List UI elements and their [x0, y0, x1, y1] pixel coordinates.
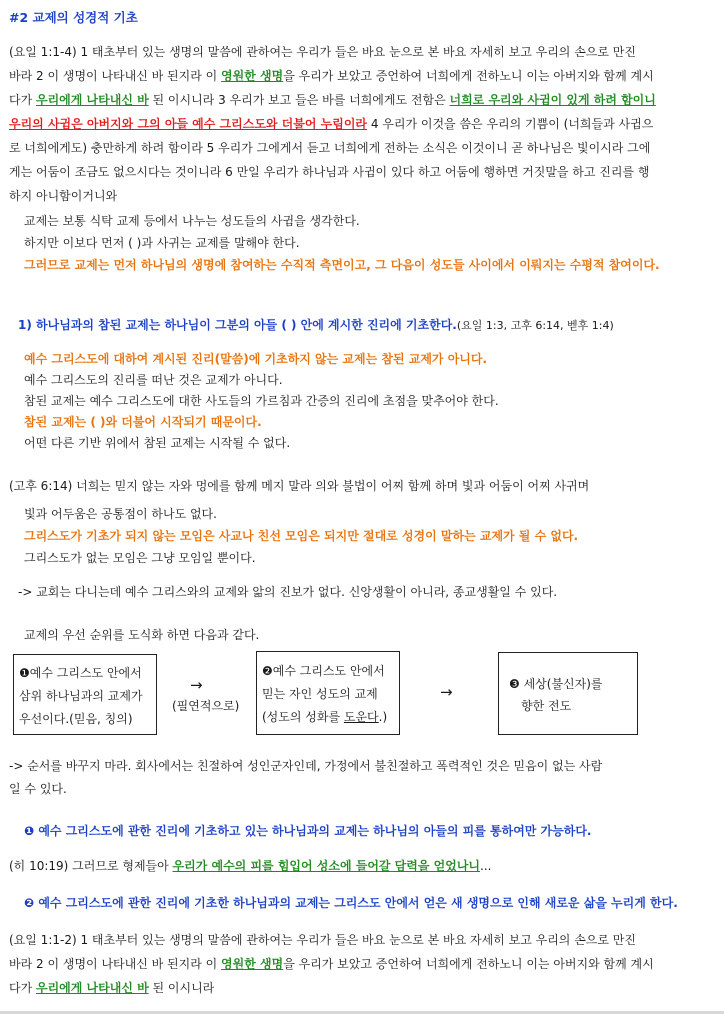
intro-line: 하지만 이보다 먼저 ( )과 사귀는 교제를 말해야 한다.: [24, 236, 300, 250]
order-note: -> 순서를 바꾸지 마라. 회사에서는 친절하여 성인군자인데, 가정에서 불친절하고 폭력적인 것은 믿음이 없는 사람: [9, 759, 603, 773]
section1-line: 예수 그리스도에 대하여 계시된 진리(말씀)에 기초하지 않는 교제는 참된 교제가 아니다.: [24, 352, 488, 366]
passage-line: 하지 아니함이거니와: [9, 189, 118, 203]
right-arrow-icon: →: [190, 676, 203, 694]
scripture-heb-10-19: (히 10:19) 그러므로 형제들아 우리가 예수의 피를 힘입어 성소에 들어갈 담력을 얻었나니...: [9, 859, 492, 873]
highlight-fellowship-purpose: 너희로 우리와 사귐이 있게 하려 함이니: [449, 93, 656, 107]
passage-line: 다가 우리에게 나타내신 바 된 이시니라 3 우리가 보고 들은 바를 너희에게도 전함은 너희로 우리와 사귐이 있게 하려 함이니: [9, 93, 656, 107]
cor-line: 그리스도가 없는 모임은 그냥 모임일 뿐이다.: [24, 551, 256, 565]
section1-line: 참된 교제는 예수 그리스도에 대한 사도들의 가르침과 간증의 진리에 초점을 맞추어야 한다.: [24, 394, 499, 408]
section-reference: (요일 1:3, 고후 6:14, 벧후 1:4): [456, 319, 614, 332]
scripture-2cor-6-14: (고후 6:14) 너희는 믿지 않는 자와 멍에를 함께 메지 말라 의와 불법이 어찌 함께 하며 빛과 어둠이 어찌 사귀며: [9, 479, 590, 493]
point-1: ❶ 예수 그리스도에 관한 진리에 기초하고 있는 하나님과의 교제는 하나님의 아들의 피를 통하여만 가능하다.: [24, 824, 592, 838]
cor-line: -> 교회는 다니는데 예수 그리스와의 교제와 앎의 진보가 없다. 신앙생활이 아니라, 종교생활일 수 있다.: [18, 585, 558, 599]
highlight-blood-of-jesus: 우리가 예수의 피를 힘입어 성소에 들어갈 담력을 얻었나니: [172, 859, 481, 873]
section1-line: 예수 그리스도의 진리를 떠난 것은 교제가 아니다.: [24, 373, 283, 387]
passage-line: (요일 1:1-4) 1 태초부터 있는 생명의 말씀에 관하여는 우리가 들은 바요 눈으로 본 바요 자세히 보고 우리의 손으로 만진: [9, 45, 636, 59]
diagram-box-2: ❷예수 그리스도 안에서 믿는 자인 성도의 교제 (성도의 성화를 도운다.): [256, 651, 400, 735]
highlight-revealed: 우리에게 나타내신 바: [36, 981, 149, 995]
cor-line: 빛과 어두움은 공통점이 하나도 없다.: [24, 507, 217, 521]
diagram-intro: 교제의 우선 순위를 도식화 하면 다음과 같다.: [24, 628, 260, 642]
right-arrow-icon: →: [440, 683, 453, 701]
passage-line: 다가 우리에게 나타내신 바 된 이시니라: [9, 981, 215, 995]
document-title: #2 교제의 성경적 기초: [9, 10, 138, 25]
section-heading-1: 1) 하나님과의 참된 교제는 하나님이 그분의 아들 ( ) 안에 계시한 진리에 기초한다.(요일 1:3, 고후 6:14, 벧후 1:4): [18, 318, 614, 332]
highlight-fellowship-with-father: 우리의 사귐은 아버지와 그의 아들 예수 그리스도와 더불어 누림이라: [9, 117, 368, 131]
diagram-box-1: ❶예수 그리스도 안에서 삼위 하나님과의 교제가 우선이다.(믿음, 칭의): [13, 654, 157, 735]
section1-line: 어떤 다른 기반 위에서 참된 교제는 시작될 수 없다.: [24, 436, 291, 450]
highlight-eternal-life: 영원한 생명: [221, 69, 284, 83]
diagram-box-3: ❸ 세상(불신자)를 향한 전도: [498, 652, 638, 735]
passage-line: 로 너희에게도) 충만하게 하려 함이라 5 우리가 그에게서 듣고 너희에게 전하는 소식은 이것이니 곧 하나님은 빛이시라 그에: [9, 141, 651, 155]
passage-line: 바라 2 이 생명이 나타내신 바 된지라 이 영원한 생명을 우리가 보았고 증언하여 너희에게 전하노니 이는 아버지와 함께 계시: [9, 69, 654, 83]
intro-line: 교제는 보통 식탁 교제 등에서 나누는 성도들의 사귐을 생각한다.: [24, 214, 360, 228]
passage-line: 우리의 사귐은 아버지와 그의 아들 예수 그리스도와 더불어 누림이라 4 우리가 이것을 씀은 우리의 기쁨이 (너희들과 사귐으: [9, 117, 654, 131]
order-note: 일 수 있다.: [9, 782, 67, 796]
section1-line: 참된 교제는 ( )와 더불어 시작되기 때문이다.: [24, 415, 262, 429]
passage-line: (요일 1:1-2) 1 태초부터 있는 생명의 말씀에 관하여는 우리가 들은 바요 눈으로 본 바요 자세히 보고 우리의 손으로 만진: [9, 933, 636, 947]
vertical-horizontal-statement: 교제는 먼저 하나님의 생명에 참여하는 수직적 측면이고, 그 다음이 성도들 사이에서 이뤄지는 수평적 참여이다.: [74, 258, 660, 272]
arrow-label: (필연적으로): [172, 699, 240, 713]
highlight-eternal-life: 영원한 생명: [221, 957, 284, 971]
highlight-revealed: 우리에게 나타내신 바: [36, 93, 149, 107]
intro-line: 그러므로 교제는 먼저 하나님의 생명에 참여하는 수직적 측면이고, 그 다음이 성도들 사이에서 이뤄지는 수평적 참여이다.: [24, 258, 660, 272]
cor-line: 그리스도가 기초가 되지 않는 모임은 사교나 친선 모임은 되지만 절대로 성경이 말하는 교제가 될 수 없다.: [24, 529, 579, 543]
passage-line: 바라 2 이 생명이 나타내신 바 된지라 이 영원한 생명을 우리가 보았고 증언하여 너희에게 전하노니 이는 아버지와 함께 계시: [9, 957, 654, 971]
passage-line: 게는 어둠이 조금도 없으시다는 것이니라 6 만일 우리가 하나님과 사귐이 있다 하고 어둠에 행하면 거짓말을 하고 진리를 행: [9, 165, 650, 179]
point-2: ❷ 예수 그리스도에 관한 진리에 기초한 하나님과의 교제는 그리스도 안에서 얻은 새 생명으로 인해 새로운 삶을 누리게 한다.: [24, 896, 678, 910]
